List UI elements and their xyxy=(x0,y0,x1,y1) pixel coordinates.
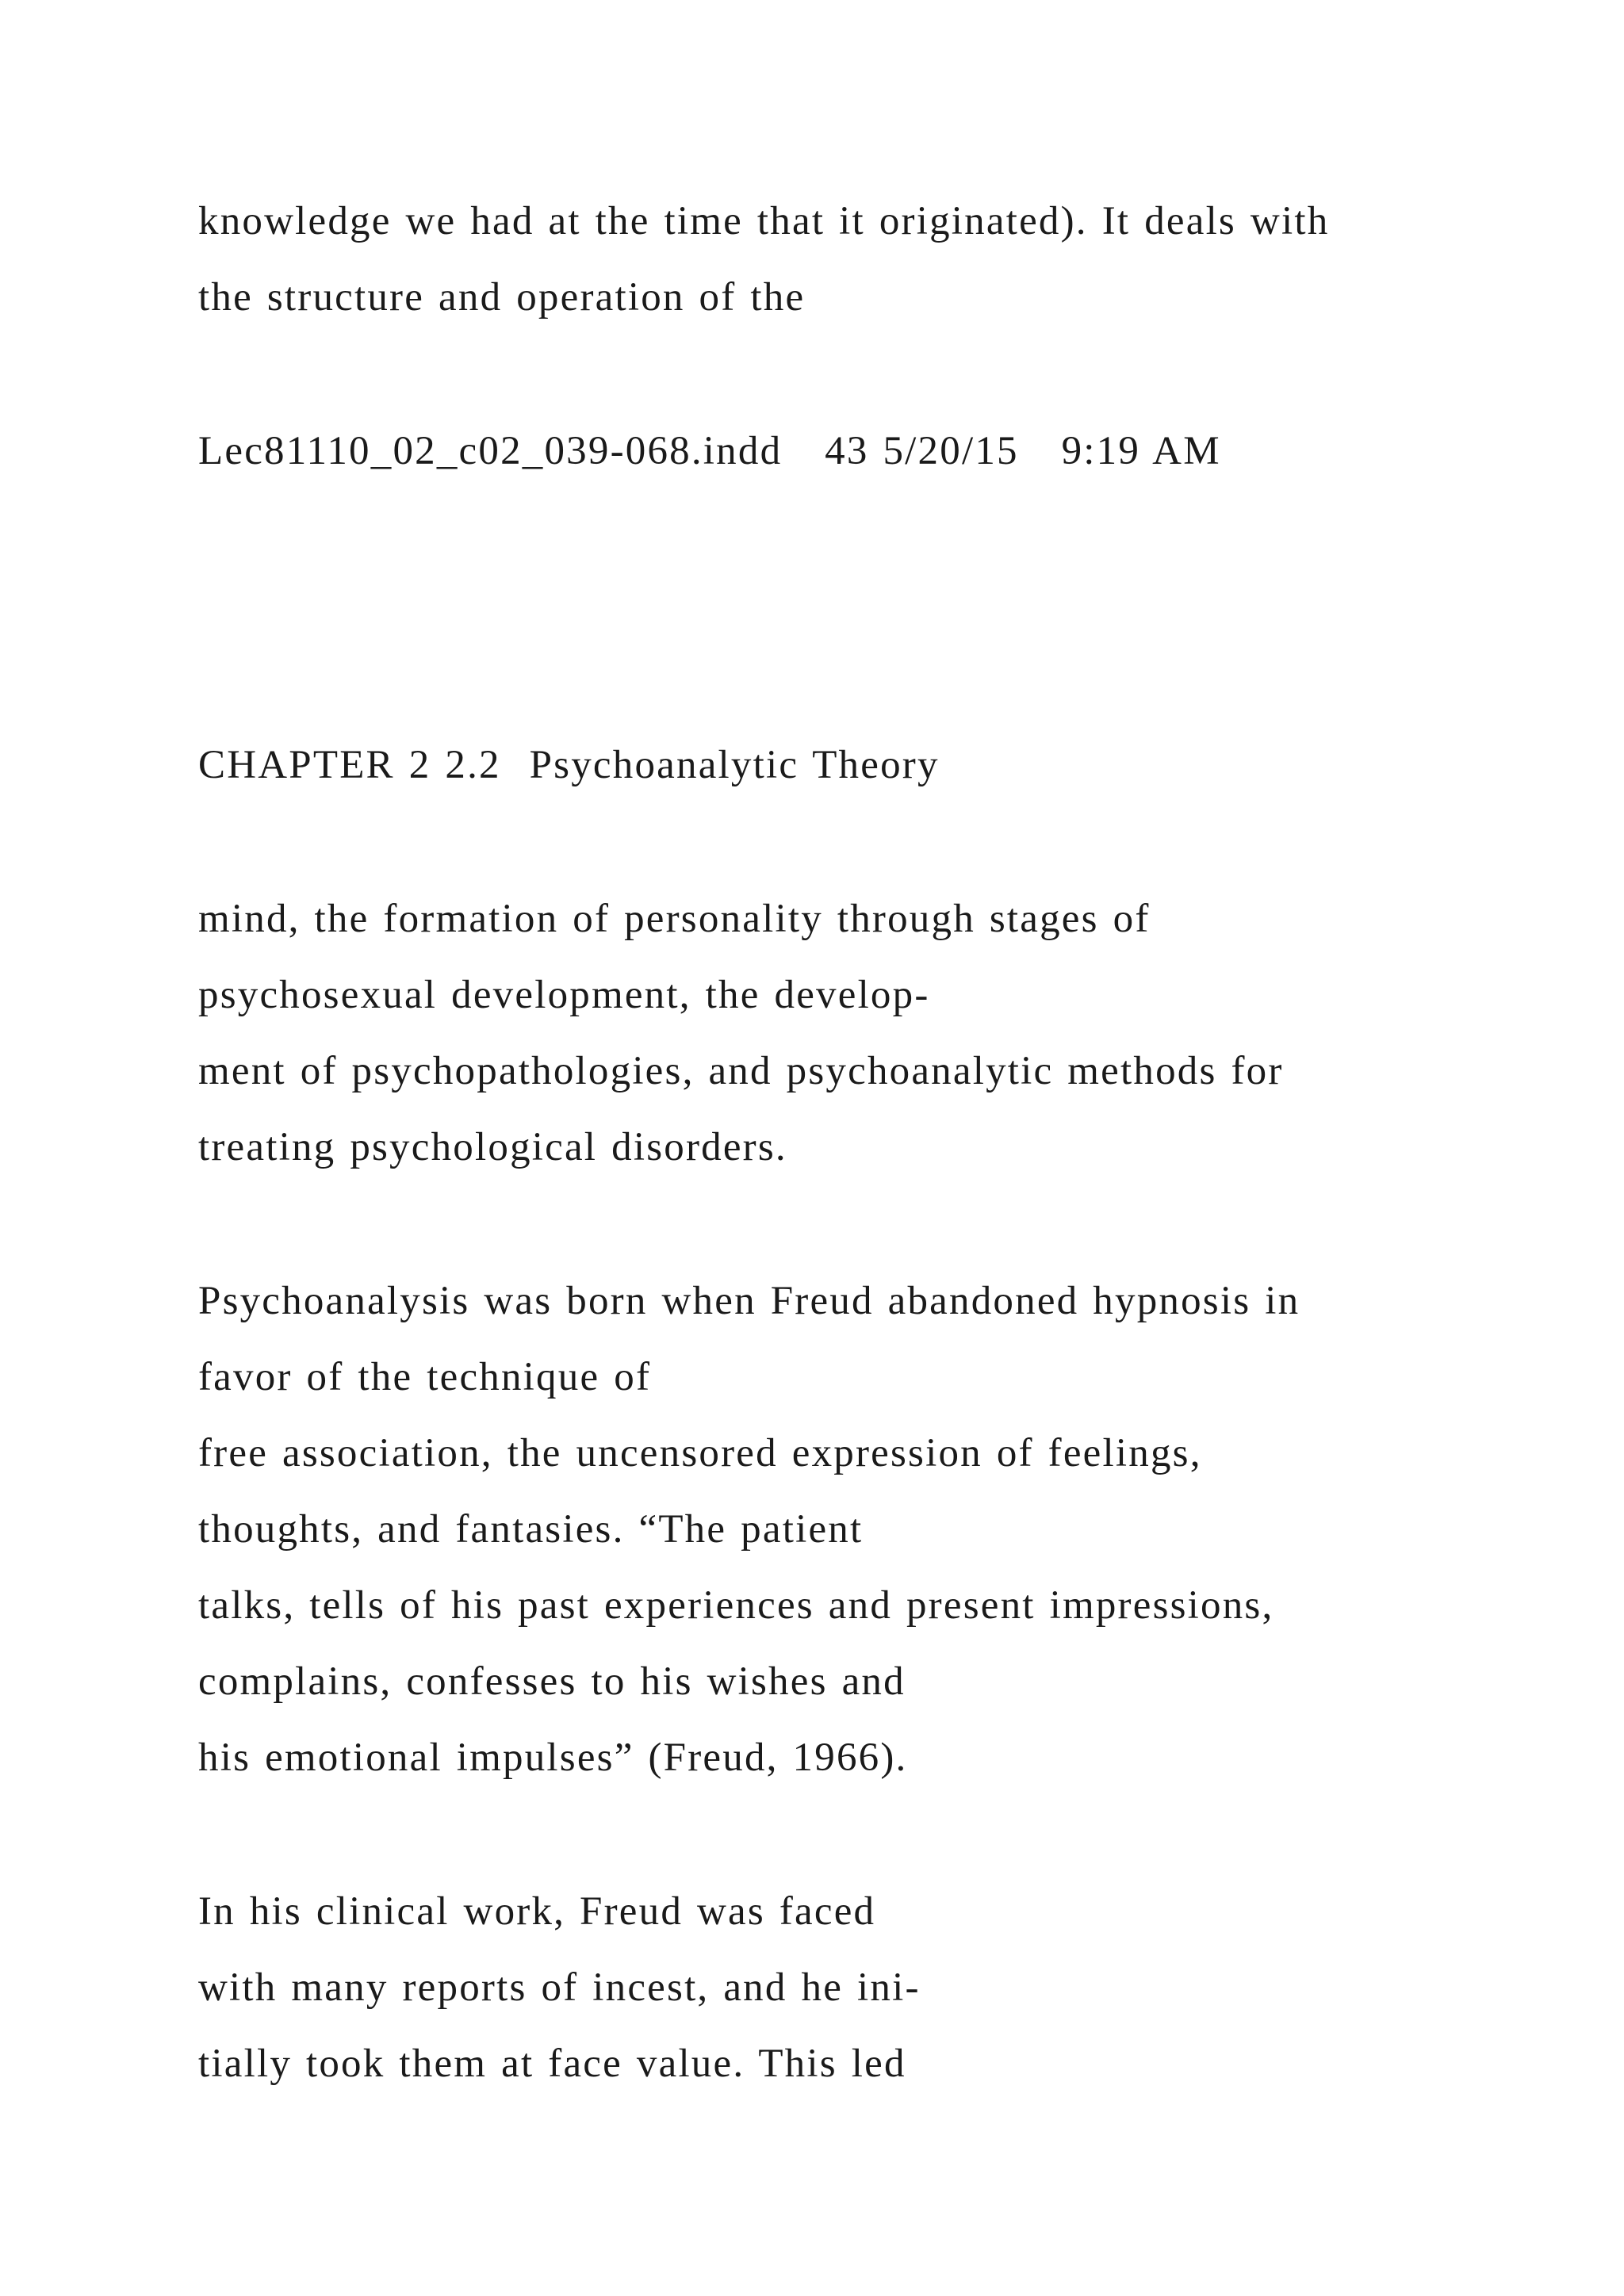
paragraph-2-line-4: thoughts, and fantasies. “The patient xyxy=(198,1507,864,1552)
paragraph-2-line-6: complains, confesses to his wishes and xyxy=(198,1659,906,1704)
paragraph-2-line-1: Psychoanalysis was born when Freud abandoned hypnosis in xyxy=(198,1279,1300,1323)
paragraph-2-line-3: free association, the uncensored expression of feelings, xyxy=(198,1431,1202,1475)
intro-line-2: the structure and operation of the xyxy=(198,275,806,320)
paragraph-2-line-5: talks, tells of his past experiences and present impressions, xyxy=(198,1583,1274,1628)
paragraph-3-line-2: with many reports of incest, and he ini- xyxy=(198,1965,921,2010)
paragraph-1-line-1: mind, the formation of personality through stages of xyxy=(198,897,1151,941)
paragraph-1-line-3: ment of psychopathologies, and psychoanalytic methods for xyxy=(198,1049,1284,1093)
running-head: CHAPTER 2 2.2 Psychoanalytic Theory xyxy=(198,743,940,787)
paragraph-1-line-4: treating psychological disorders. xyxy=(198,1125,787,1169)
paragraph-3-line-3: tially took them at face value. This led xyxy=(198,2042,906,2086)
intro-line-1: knowledge we had at the time that it originated). It deals with xyxy=(198,199,1330,243)
paragraph-2-line-7: his emotional impulses” (Freud, 1966). xyxy=(198,1735,908,1780)
paragraph-2-line-2: favor of the technique of xyxy=(198,1355,652,1399)
paragraph-3-line-1: In his clinical work, Freud was faced xyxy=(198,1889,876,1934)
paragraph-1-line-2: psychosexual development, the develop- xyxy=(198,973,930,1017)
footer-slug: Lec81110_02_c02_039-068.indd 43 5/20/15 9:19 AM xyxy=(198,429,1221,473)
